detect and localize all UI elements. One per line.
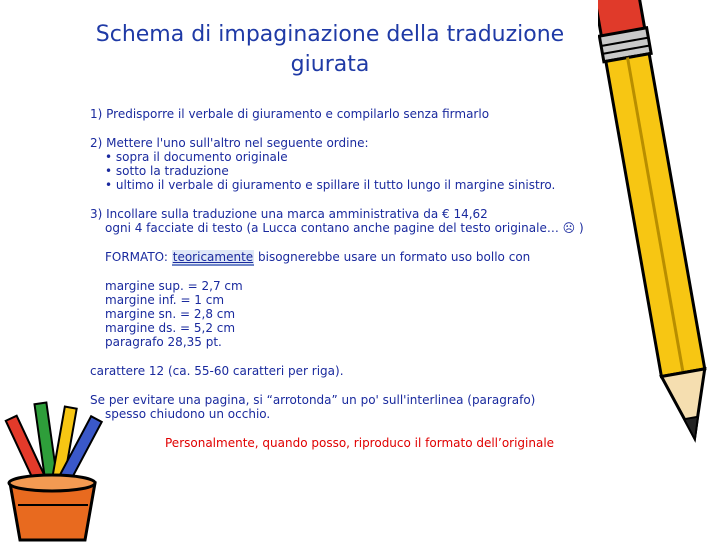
rounding-line-1: Se per evitare una pagina, si “arrotonda” un po' sull'interlinea (paragrafo) bbox=[90, 393, 536, 407]
paragraph-value: paragrafo 28,35 pt. bbox=[105, 335, 222, 349]
formato-line bbox=[90, 250, 650, 264]
item-1: 1) Predisporre il verbale di giuramento e compilarlo senza firmarlo bbox=[90, 107, 490, 121]
formato-rest: bisognerebbe usare un formato uso bollo con bbox=[254, 250, 531, 264]
margin-right-value: margine ds. = 5,2 cm bbox=[105, 321, 236, 335]
title-line-1: Schema di impaginazione della traduzione bbox=[95, 22, 565, 47]
item-2-bullet-2: • sotto la traduzione bbox=[105, 164, 229, 178]
slide-body bbox=[90, 107, 650, 450]
item-3-line-1: 3) Incollare sulla traduzione una marca amministrativa da € 14,62 bbox=[90, 207, 488, 221]
margin-left-value: margine sn. = 2,8 cm bbox=[105, 307, 236, 321]
item-2-bullet-1: • sopra il documento originale bbox=[105, 150, 288, 164]
title-line-2: giurata bbox=[290, 52, 370, 77]
character-line: carattere 12 (ca. 55-60 caratteri per riga). bbox=[90, 364, 344, 378]
rounding-line-2: spesso chiudono un occhio. bbox=[105, 407, 271, 421]
item-2-bullet-3: • ultimo il verbale di giuramento e spillare il tutto lungo il margine sinistro. bbox=[105, 178, 556, 192]
item-3-line-2: ogni 4 facciate di testo (a Lucca contano anche pagine del testo originale… ☹ ) bbox=[105, 221, 584, 235]
teoricamente-link[interactable]: teoricamente bbox=[172, 250, 254, 264]
margin-bottom-value: margine inf. = 1 cm bbox=[105, 293, 225, 307]
slide-title bbox=[80, 20, 580, 80]
formato-label: FORMATO: bbox=[105, 250, 172, 264]
item-2-heading: 2) Mettere l'uno sull'altro nel seguente ordine: bbox=[90, 136, 369, 150]
personal-note: Personalmente, quando posso, riproduco il formato dell’originale bbox=[165, 436, 555, 450]
margin-top-value: margine sup. = 2,7 cm bbox=[105, 279, 243, 293]
